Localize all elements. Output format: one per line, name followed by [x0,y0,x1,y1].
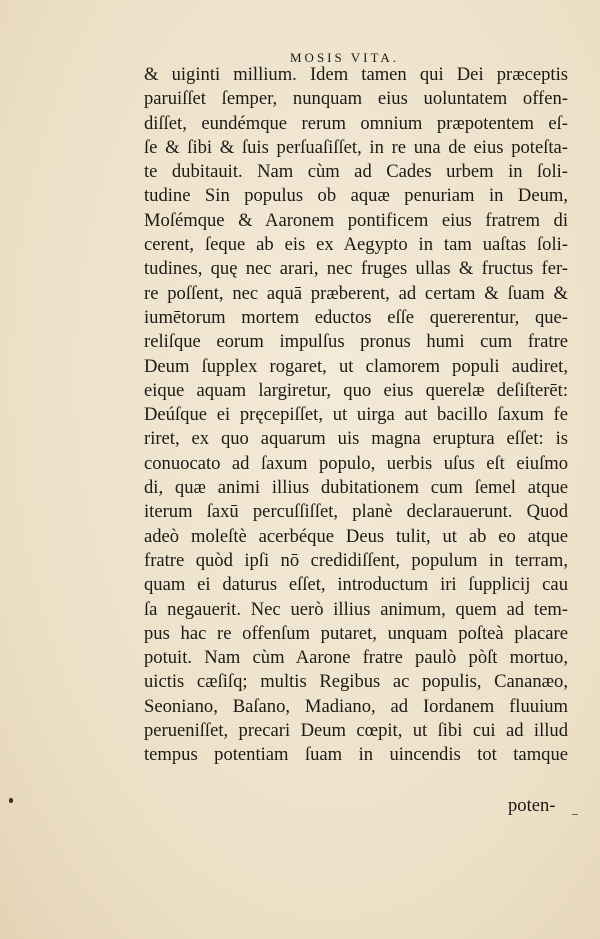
text-line: tempus potentiam ſuam in uincendis tot tamque [144,744,568,766]
text-line: Seoniano, Baſano, Madiano, ad Iordanem fluuium [144,695,568,717]
running-head: MOSIS VITA. [290,50,400,65]
text-line: paruiſſet ſemper, nunquam eius uoluntatem offen- [144,88,568,110]
text-line: ſe & ſibi & ſuis perſuaſiſſet, in re una de eius poteſta- [144,136,568,158]
text-line: eique aquam largiretur, quo eius querelæ deſiſterēt: [144,379,568,401]
text-line: iterum ſaxū percuſſiſſet, planè declarauerunt. Quod [144,501,568,523]
text-line: riret, ex quo aquarum uis magna eruptura eſſet: is [144,428,568,450]
text-line: adeò moleſtè acerbéque Deus tulit, ut ab eo atque [144,525,568,547]
text-line: cerent, ſeque ab eis ex Aegypto in tam uaſtas ſoli- [144,234,568,256]
text-line: ſa negauerit. Nec uerò illius animum, quem ad tem- [144,598,568,620]
text-line: re poſſent, nec aquā præberent, ad certam & ſuam & [144,282,568,304]
catchword: poten- [508,795,556,816]
body-text [144,63,568,768]
text-line: diſſet, eundémque rerum omnium præpotentem eſ- [144,112,568,134]
text-line: Moſémque & Aaronem pontificem eius fratrem di [144,209,568,231]
text-line: potuit. Nam cùm Aarone fratre paulò pòſt mortuo, [144,647,568,669]
text-line: Deum ſupplex rogaret, ut clamorem populi audiret, [144,355,568,377]
text-line: & uiginti millium. Idem tamen qui Dei præceptis [144,64,568,85]
ink-speck [9,798,13,803]
text-line: Deúſque ei pręcepiſſet, ut uirga aut bacillo ſaxum fe [144,404,568,426]
text-line: conuocato ad ſaxum populo, uerbis uſus eſt eiuſmo [144,452,568,474]
text-line: fratre quòd ipſi nō credidiſſent, populum in terram, [144,549,568,571]
text-line: te dubitauit. Nam cùm ad Cades urbem in ſoli- [144,161,568,183]
text-line: iumētorum mortem eductos eſſe quererentur, que- [144,306,568,328]
text-line: reliſque eorum impulſus pronus humi cum fratre [144,331,568,353]
text-line: tudines, quę nec arari, nec fruges ullas & fructus fer- [144,258,568,280]
text-line: pus hac re offenſum putaret, unquam poſteà placare [144,622,568,644]
text-line: di, quæ animi illius dubitationem cum ſemel atque [144,477,568,499]
text-line: tudine Sin populus ob aquæ penuriam in Deum, [144,185,568,207]
text-line: perueniſſet, precari Deum cœpit, ut ſibi cui ad illud [144,720,568,742]
page-edge-mark [572,814,578,815]
text-line: quam ei daturus eſſet, introductum iri ſupplicij cau [144,574,568,596]
text-line: uictis cæſiſq; multis Regibus ac populis, Cananæo, [144,671,568,693]
